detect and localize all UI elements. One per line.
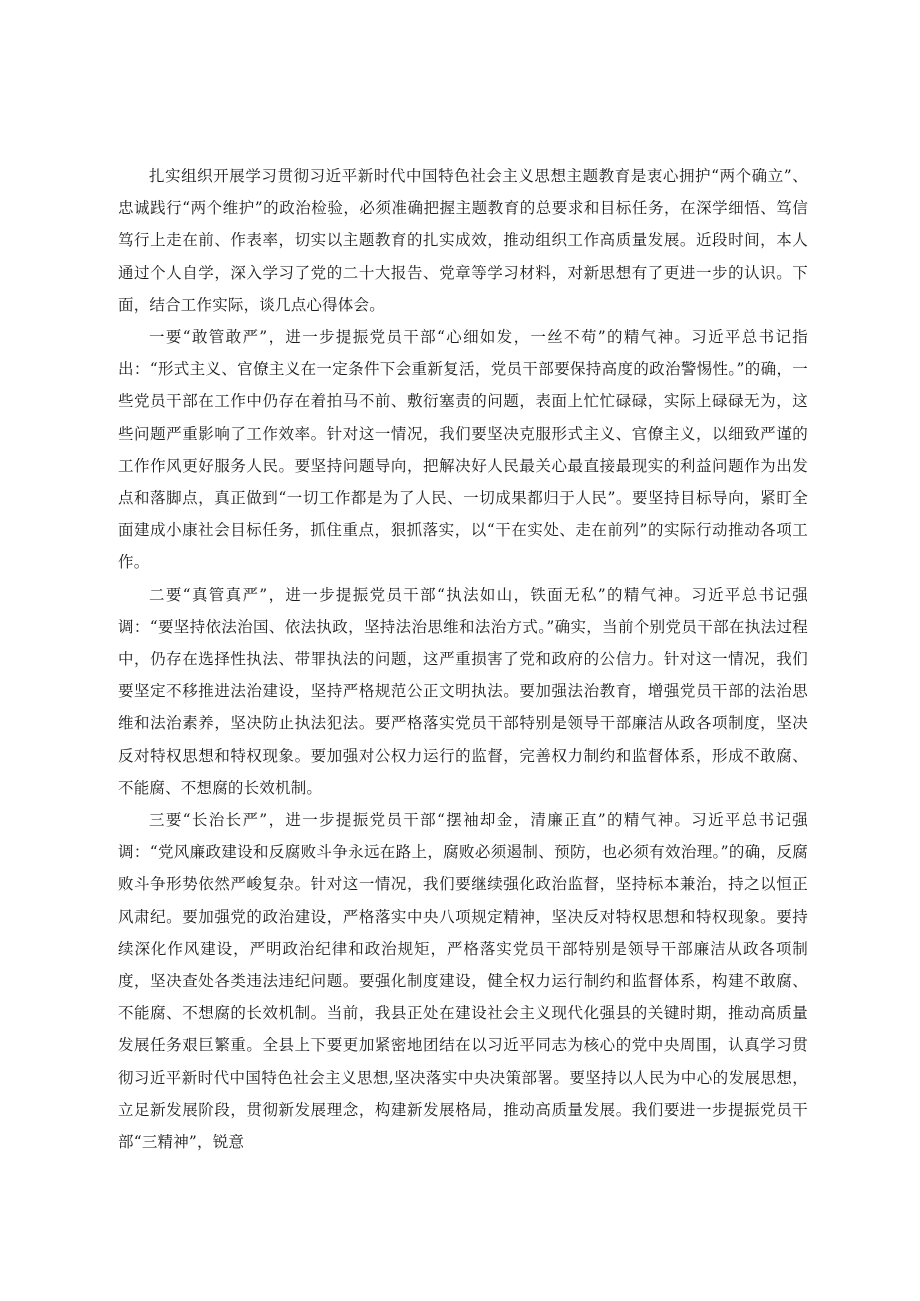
paragraph-point-three: 三要“长治长严”，进一步提振党员干部“摆袖却金，清廉正直”的精气神。习近平总书记强调：“党风廉政建设和反腐败斗争永远在路上，腐败必须遏制、预防，也必须有效治理。”的确，反腐败斗争形势依然严峻复杂。针对这一情况，我们要继续强化政治监督，坚持标本兼治，持之以恒正风肃纪。要加强党的政治建设，严格落实中央八项规定精神，坚决反对特权思想和特权现象。要持续深化作风建设，严明政治纪律和政治规矩，严格落实党员干部特别是领导干部廉洁从政各项制度，坚决查处各类违法违纪问题。要强化制度建设，健全权力运行制约和监督体系，构建不敢腐、不能腐、不想腐的长效机制。当前，我县正处在建设社会主义现代化强县的关键时期，推动高质量发展任务艰巨繁重。全县上下要更加紧密地团结在以习近平同志为核心的党中央周围，认真学习贯彻习近平新时代中国特色社会主义思想,坚决落实中央决策部署。要坚持以人民为中心的发展思想，立足新发展阶段，贯彻新发展理念，构建新发展格局，推动高质量发展。我们要进一步提振党员干部“三精神”，锐意	[118, 811, 808, 1152]
paragraph-intro: 扎实组织开展学习贯彻习近平新时代中国特色社会主义思想主题教育是衷心拥护“两个确立”、忠诚践行“两个维护”的政治检验，必须准确把握主题教育的总要求和目标任务，在深学细悟、笃信笃行上走在前、作表率，切实以主题教育的扎实成效，推动组织工作高质量发展。近段时间，本人通过个人自学，深入学习了党的二十大报告、党章等学习材料，对新思想有了更进一步的认识。下面，结合工作实际，谈几点心得体会。	[118, 167, 808, 314]
paragraph-point-one: 一要“敢管敢严”，进一步提振党员干部“心细如发，一丝不苟”的精气神。习近平总书记指出：“形式主义、官僚主义在一定条件下会重新复活，党员干部要保持高度的政治警惕性。”的确，一些党员干部在工作中仍存在着拍马不前、敷衍塞责的问题，表面上忙忙碌碌，实际上碌碌无为，这些问题严重影响了工作效率。针对这一情况，我们要坚决克服形式主义、官僚主义，以细致严谨的工作作风更好服务人民。要坚持问题导向，把解决好人民最关心最直接最现实的利益问题作为出发点和落脚点，真正做到“一切工作都是为了人民、一切成果都归于人民”。要坚持目标导向，紧盯全面建成小康社会目标任务，抓住重点，狠抓落实，以“干在实处、走在前列”的实际行动推动各项工作。	[118, 328, 808, 572]
paragraph-point-two: 二要“真管真严”，进一步提振党员干部“执法如山，铁面无私”的精气神。习近平总书记强调：“要坚持依法治国、依法执政，坚持法治思维和法治方式。”确实，当前个别党员干部在执法过程中，仍存在选择性执法、带罪执法的问题，这严重损害了党和政府的公信力。针对这一情况，我们要坚定不移推进法治建设，坚持严格规范公正文明执法。要加强法治教育，增强党员干部的法治思维和法治素养，坚决防止执法犯法。要严格落实党员干部特别是领导干部廉洁从政各项制度，坚决反对特权思想和特权现象。要加强对公权力运行的监督，完善权力制约和监督体系，形成不敢腐、不能腐、不想腐的长效机制。	[118, 585, 808, 797]
document-body	[118, 160, 808, 1158]
